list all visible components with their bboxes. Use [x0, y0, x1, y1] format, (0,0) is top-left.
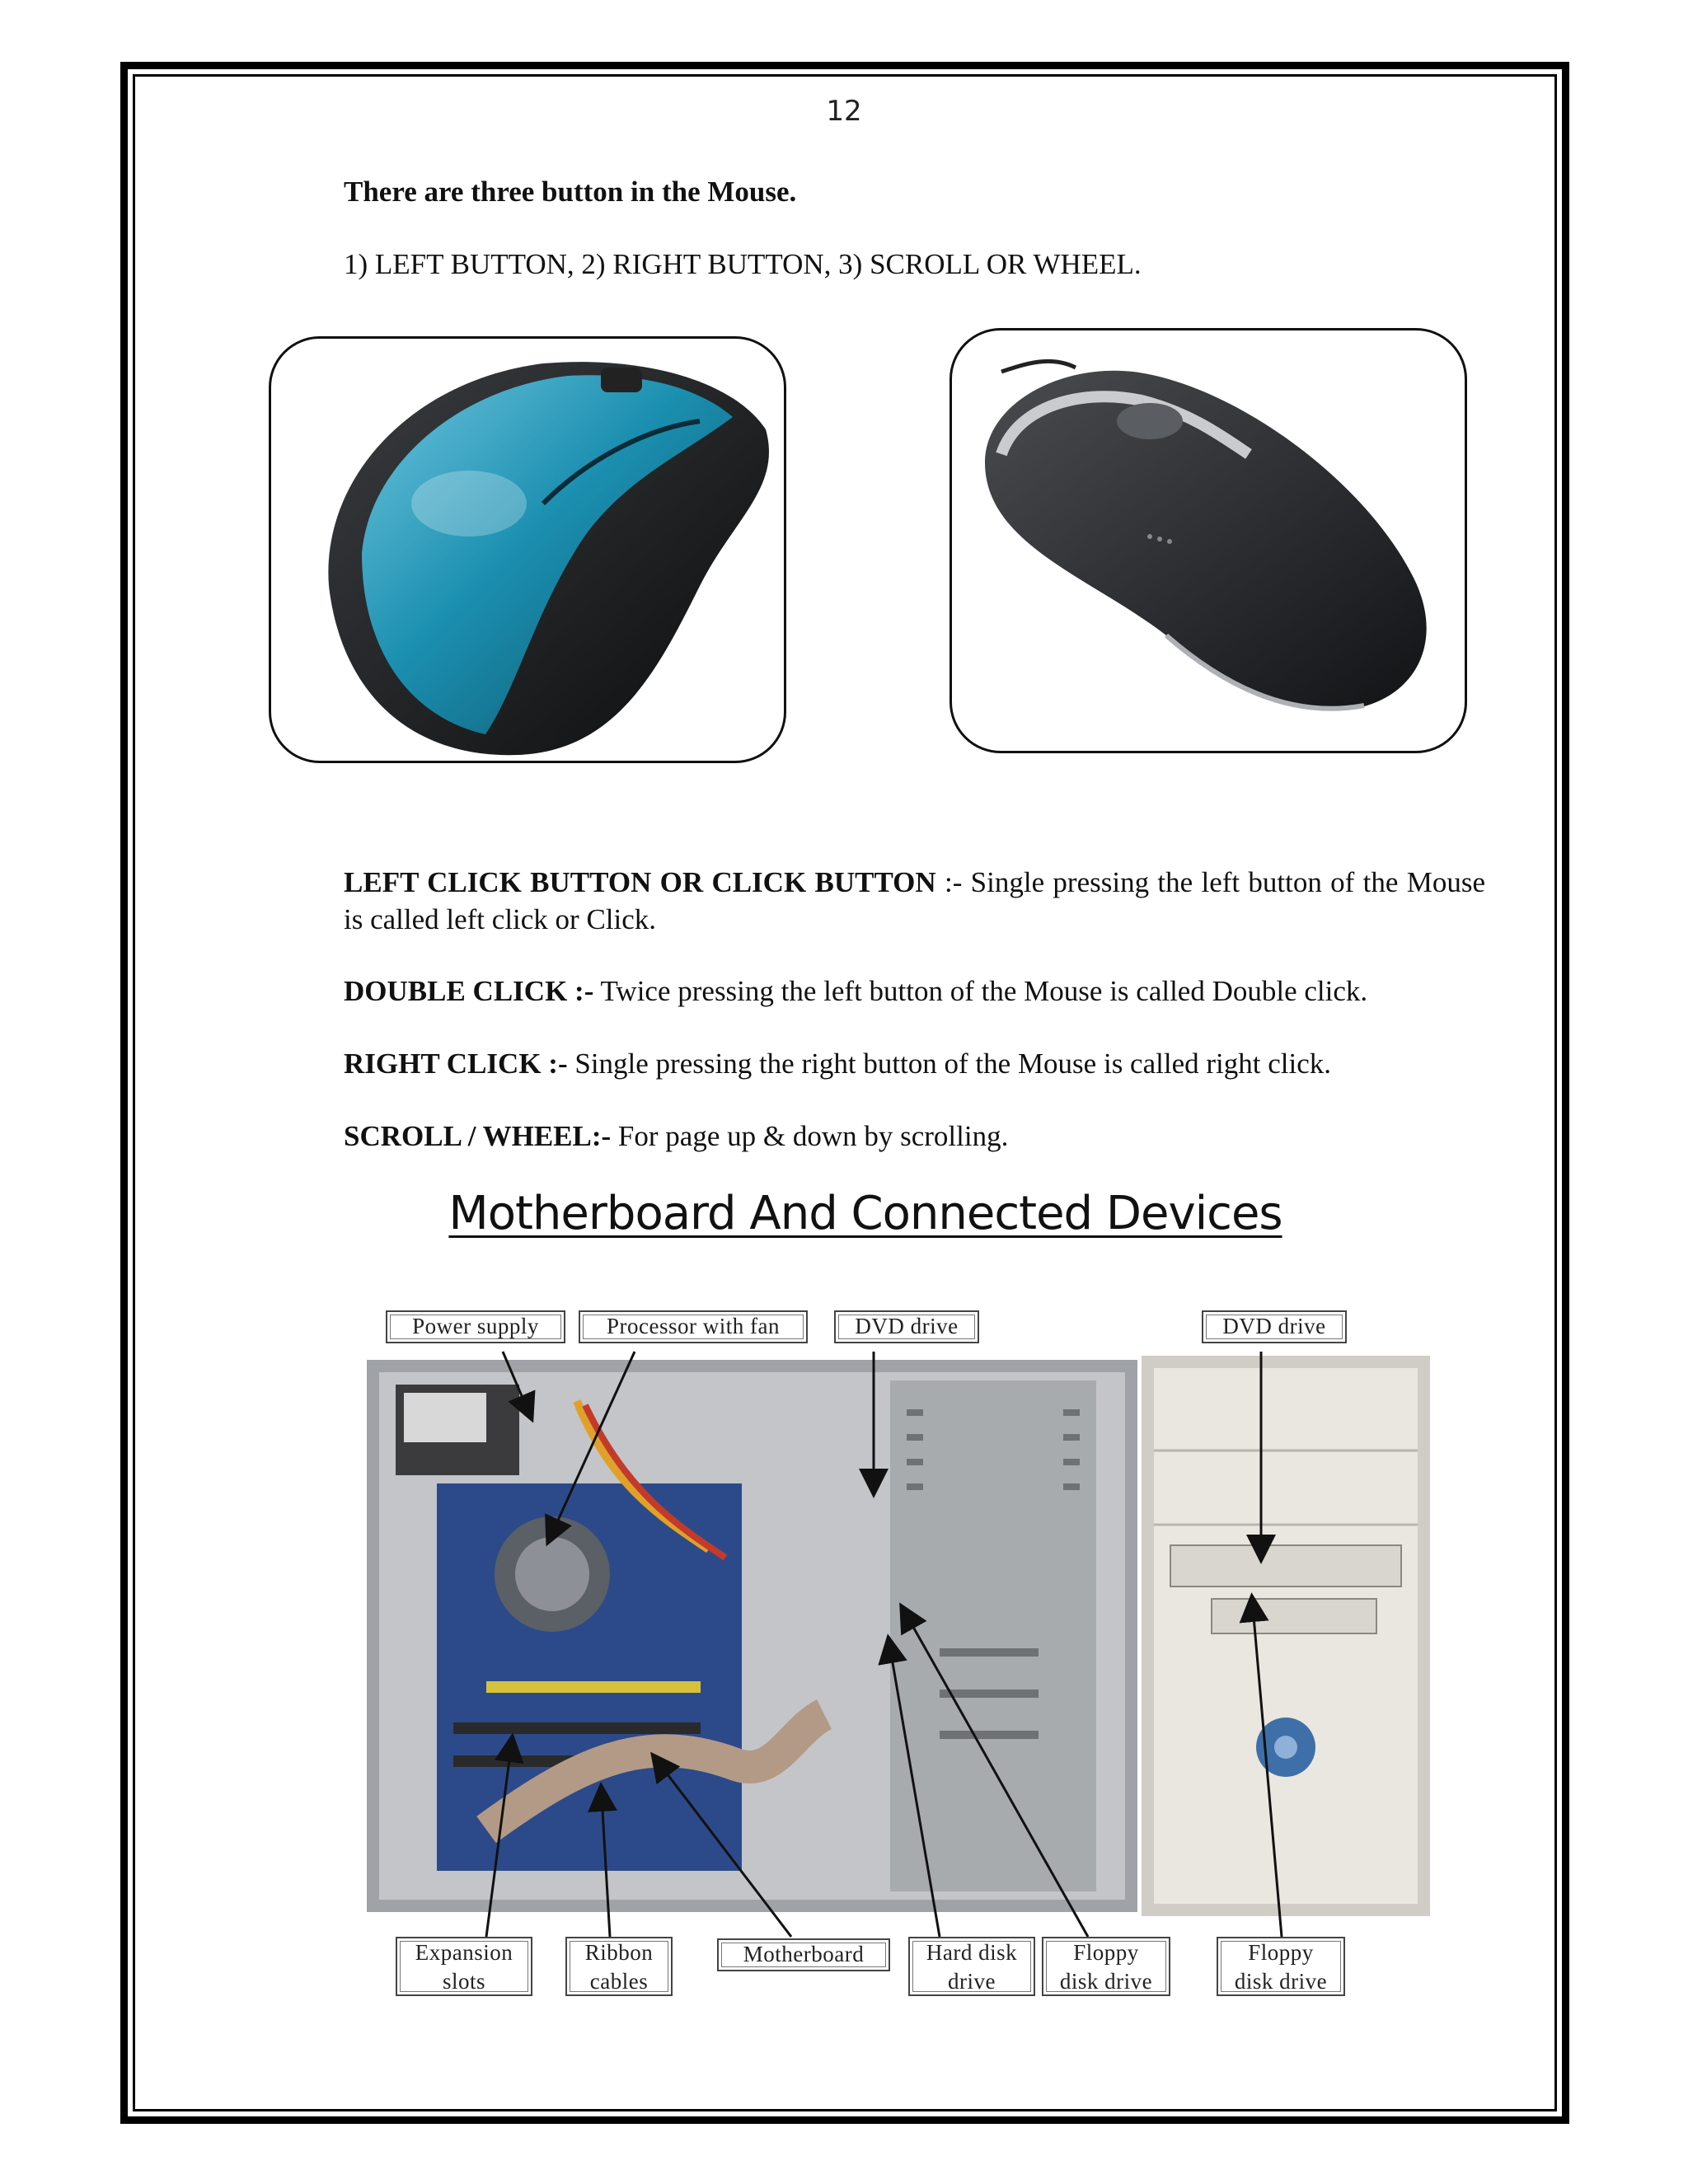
button-list: 1) LEFT BUTTON, 2) RIGHT BUTTON, 3) SCROLL OR WHEEL.	[344, 248, 1142, 280]
label-power-supply: Power supply	[386, 1310, 565, 1343]
label-dvd-drive-left: DVD drive	[834, 1310, 979, 1343]
definition-right-click: RIGHT CLICK :- Single pressing the right button of the Mouse is called right click.	[344, 1047, 1331, 1080]
definition-double-click: DOUBLE CLICK :- Twice pressing the left button of the Mouse is called Double click.	[344, 975, 1368, 1007]
intro-heading: There are three button in the Mouse.	[344, 176, 797, 208]
label-dvd-drive-right: DVD drive	[1202, 1310, 1347, 1343]
blue-mouse-illustration	[271, 339, 786, 763]
label-floppy-disk-drive-right: Floppy disk drive	[1217, 1937, 1345, 1996]
label-processor-with-fan: Processor with fan	[579, 1310, 808, 1343]
label-floppy-disk-drive-left: Floppy disk drive	[1042, 1937, 1170, 1996]
label-expansion-slots: Expansion slots	[396, 1937, 532, 1996]
definition-left-click: LEFT CLICK BUTTON OR CLICK BUTTON :- Single pressing the left button of the Mouse is called left click or Click.	[344, 866, 1485, 935]
label-ribbon-cables: Ribbon cables	[565, 1937, 673, 1996]
computer-case-illustration	[363, 1302, 1434, 2003]
label-motherboard: Motherboard	[717, 1938, 890, 1971]
right-mouse-image	[950, 328, 1467, 753]
section-title: Motherboard And Connected Devices	[448, 1187, 1282, 1240]
motherboard-diagram	[363, 1302, 1434, 2003]
definition-scroll-wheel: SCROLL / WHEEL:- For page up & down by scrolling.	[344, 1120, 1009, 1152]
black-mouse-illustration	[952, 330, 1467, 753]
page-number: 12	[826, 95, 862, 128]
label-hard-disk-drive: Hard disk drive	[908, 1937, 1035, 1996]
left-mouse-image	[269, 336, 786, 763]
